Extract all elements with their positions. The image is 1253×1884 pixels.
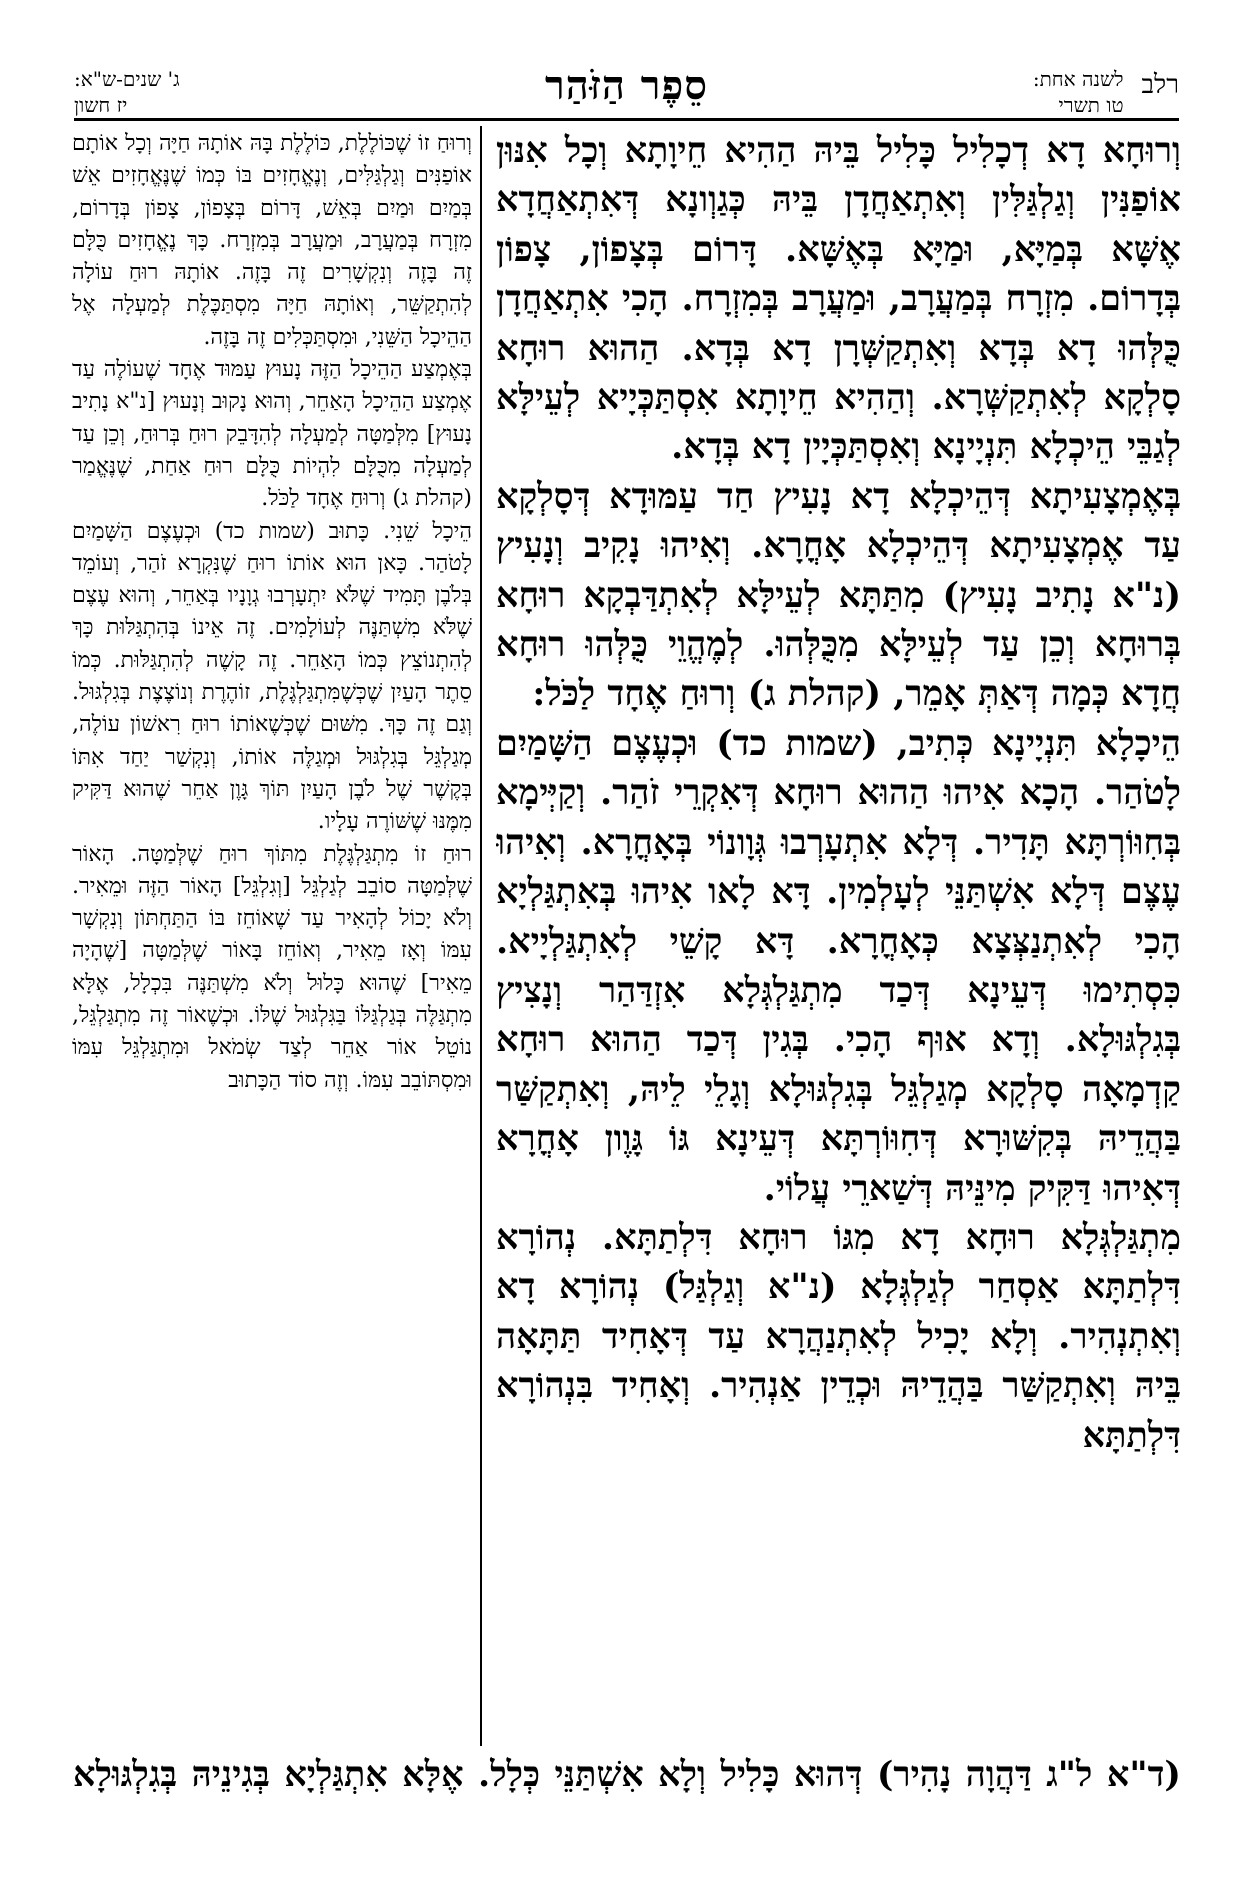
main-text-column (496, 126, 1181, 1746)
book-title: סֵפֶר הַזֹּהַר (545, 62, 708, 109)
header-right-schedule (1033, 66, 1124, 118)
bottom-continuation-line: (ד"א ל"ג דַּהֲוָה נָהִיר) דְּהוּא כָּלִיל וְלָא אִשְׁתַּנֵּי כְּלָל. אֶלָּא אִתְגַּלְיָא בְּגִינֵיהּ בְּגִלְגּוּלָא (73, 1754, 1181, 1795)
translation-column (72, 128, 472, 1746)
schedule-date-one-year: טו תשרי (1058, 93, 1124, 117)
main-paragraph: בְּאֶמְצָעִיתָא דְּהֵיכְלָא דָא נָעִיץ חַד עַמּוּדָא דְּסָלְקָא עַד אֶמְצָעִיתָא דְּהֵיכְלָא אָחֳרָא. וְאִיהוּ נָקִיב וְנָעִיץ (נ"א נָתִיב נָעִיץ) מִתַּתָּא לְעֵילָּא לְאִתְדַּבְקָא רוּחָא בְּרוּחָא וְכֵן עַד לְעֵילָּא מִכֻּלְּהוּ. לְמֶהֱוֵי כֻּלְּהוּ רוּחָא חֲדָא כְּמָה דְּאַתְּ אָמֵר, (קהלת ג) וְרוּחַ אֶחָד לַכֹּל: (496, 475, 1181, 715)
translation-paragraph: רוּחַ זוֹ מִתְגַּלְגֶּלֶת מִתּוֹךְ רוּחַ שֶׁלְּמַטָּה. הָאוֹר שֶׁלְּמַטָּה סוֹבֵב לְגַלְגֵּל [וְגִלְגֵּל] הָאוֹר הַזֶּה וּמֵאִיר. וְלֹא יָכוֹל לְהָאִיר עַד שֶׁאוֹחֵז בּוֹ הַתַּחְתּוֹן וְנִקְשָׁר עִמּוֹ וְאָז מֵאִיר, וְאוֹחֵז בָּאוֹר שֶׁלְּמַטָּה [שֶׁהָיָה מֵאִיר] שֶׁהוּא כָּלוּל וְלֹא מִשְׁתַּנֶּה בִּכְלָל, אֶלָּא מִתְגַּלֶּה בְּגַלְגַּלּוֹ בַּגִּלְגּוּל שֶׁלּוֹ. וּכְשֶׁאוֹר זֶה מִתְגַּלְגֵּל, נוֹטֵל אוֹר אַחֵר לְצַד שְׂמֹאל וּמִתְגַּלְגֵּל עִמּוֹ וּמִסְתּוֹבֵב עִמּוֹ. וְזֶה סוֹד הַכָּתוּב (72, 841, 472, 1093)
page-number: רלב (1141, 70, 1179, 100)
schedule-date-three-years: יז חשון (74, 93, 128, 117)
schedule-label-one-year: לשנה אחת: (1032, 67, 1124, 91)
translation-paragraph: הֵיכָל שֵׁנִי. כָּתוּב (שמות כד) וּכְעֶצֶם הַשָּׁמַיִם לָטֹהַר. כָּאן הוּא אוֹתוֹ רוּחַ שֶׁנִּקְרָא זֹהַר, וְעוֹמֵד בְּלֹבֶן תָּמִיד שֶׁלֹּא יִתְעָרְבוּ גְוָנָיו בְּאַחֵר, וְהוּא עֶצֶם שֶׁלֹּא מִשְׁתַּנֶּה לְעוֹלָמִים. זֶה אֵינוֹ בְּהִתְגַּלּוּת כָּךְ לְהִתְנוֹצֵץ כְּמוֹ הָאַחֵר. זֶה קָשֶׁה לְהִתְגַּלּוּת. כְּמוֹ סֵתֶר הָעַיִן שֶׁכְּשֶׁמִּתְגַּלְגֶּלֶת, זוֹהֶרֶת וְנוֹצֶצֶת בְּגִלְגּוּל. וְגַם זֶה כָּךְ. מִשּׁוּם שֶׁכְּשֶׁאוֹתוֹ רוּחַ רִאשׁוֹן עוֹלֶה, מְגַלְגֵּל בְּגִלְגּוּל וּמְגַלֶּה אוֹתוֹ, וְנִקְשַׁר יַחַד אִתּוֹ בְּקֶשֶׁר שֶׁל לֹבֶן הָעַיִן תּוֹךְ גָּוֶן אַחֵר שֶׁהוּא דַּקִּיק מִמֶּנּוּ שֶׁשּׁוֹרֶה עָלָיו. (72, 518, 472, 835)
header-left-schedule (74, 66, 180, 118)
main-paragraph: הֵיכָלָא תִּנְיָינָא כְּתִיב, (שמות כד) וּכְעֶצֶם הַשָּׁמַיִם לָטֹהַר. הָכָא אִיהוּ הַהוּא רוּחָא דְּאִקְרֵי זֹהַר. וְקַיְּימָא בְּחִוּוֹרְתָּא תָּדִיר. דְּלָא אִתְעָרְבוּ גְּוָונוֹי בְּאָחֳרָא. וְאִיהוּ עֶצֶם דְּלָא אִשְׁתַּנֵּי לְעָלְמִין. דָּא לָאו אִיהוּ בְּאִתְגַּלְיָא הָכִי לְאִתְנַצְּצָא כְּאָחֳרָא. דָּא קָשֵׁי לְאִתְגַּלְיָיא. כִּסְתִימוּ דְּעֵינָא דְּכַד מִתְגַּלְגְּלָא אִזְדַּהַר וְנָצִיץ בְּגִלְגּוּלָא. וְדָא אוּף הָכִי. בְּגִין דְּכַד הַהוּא רוּחָא קַדְמָאָה סָלְקָא מְגַלְגֵּל בְּגִלְגּוּלָא וְגָלֵי לֵיהּ, וְאִתְקַשַּׁר בַּהֲדֵיהּ בְּקִשּׁוּרָא דְּחִוּוֹרְתָּא דְּעֵינָא גּוֹ גָּוֶון אָחֳרָא דְּאִיהוּ דַּקִּיק מִינֵּיהּ דְּשַׁארֵי עֲלוֹי. (496, 722, 1181, 1209)
translation-paragraph: וְרוּחַ זוֹ שֶׁכּוֹלֶלֶת, כּוֹלֶלֶת בָּהּ אוֹתָהּ חַיָּה וְכָל אוֹתָם אוֹפַנִּים וְגַלְגַּלִּים, וְנֶאֱחָזִים בּוֹ כְּמוֹ שֶׁנֶּאֱחָזִים אֵשׁ בְּמַיִם וּמַיִם בְּאֵשׁ, דָּרוֹם בְּצָפוֹן, צָפוֹן בְּדָרוֹם, מִזְרָח בְּמַעֲרָב, וּמַעֲרָב בְּמִזְרָח. כָּךְ נֶאֱחָזִים כֻּלָּם זֶה בָּזֶה וְנִקְשָׁרִים זֶה בָּזֶה. אוֹתָהּ רוּחַ עוֹלָה לְהִתְקַשֵּׁר, וְאוֹתָהּ חַיָּה מִסְתַּכֶּלֶת לְמַעְלָה אֶל הַהֵיכָל הַשֵּׁנִי, וּמִסְתַּכְּלִים זֶה בָּזֶה. (72, 131, 472, 350)
translation-paragraph: בְּאֶמְצַע הַהֵיכָל הַזֶּה נָעוּץ עַמּוּד אֶחָד שֶׁעוֹלֶה עַד אֶמְצַע הַהֵיכָל הָאַחֵר, וְהוּא נָקוּב וְנָעוּץ [נ"א נָתִיב נָעוּץ] מִלְּמַטָּה לְמַעְלָה לְהִדָּבֵק רוּחַ בְּרוּחַ, וְכֵן עַד לְמַעְלָה מִכֻּלָּם לִהְיוֹת כֻּלָּם רוּחַ אַחַת, שֶׁנֶּאֱמַר (קהלת ג) וְרוּחַ אֶחָד לַכֹּל. (72, 357, 472, 512)
header-right (1033, 66, 1179, 118)
page-header (74, 62, 1179, 117)
header-rule (74, 118, 1179, 121)
schedule-label-three-years: ג' שנים-ש"א: (74, 67, 180, 91)
column-divider (480, 126, 482, 1746)
main-paragraph: וְרוּחָא דָא דְכָלִיל כָּלִיל בֵּיהּ הַהִיא חֵיוָתָא וְכָל אִנּוּן אוֹפַנִּין וְגַלְגַּלִּין וְאִתְאַחֲדָן בֵּיהּ כְּגַוְונָא דְּאִתְאַחֲדָא אֶשָּׁא בְּמַיָּא, וּמַיָּא בְּאֶשָּׁא. דָּרוֹם בְּצָפוֹן, צָפוֹן בְּדָרוֹם. מִזְרָח בְּמַעֲרָב, וּמַעֲרָב בְּמִזְרָח. הָכִי אִתְאַחֲדָן כֻּלְּהוּ דָא בְּדָא וְאִתְקַשְּׁרָן דָא בְּדָא. הַהוּא רוּחָא סָלְקָא לְאִתְקַשְּׁרָא. וְהַהִיא חֵיוָתָא אִסְתַּכְּיָיא לְעֵילָּא לְגַבֵּי הֵיכְלָא תִּנְיָינָא וְאִסְתַּכְּיָין דָא בְּדָא. (496, 130, 1181, 468)
main-paragraph: מִתְגַּלְגְּלָא רוּחָא דָא מִגּוֹ רוּחָא דִּלְתַתָּא. נְהוֹרָא דִּלְתַתָּא אַסְחַר לְגַלְגְּלָא (נ"א וְגַלְגַּל) נְהוֹרָא דָא וְאִתְנְהִיר. וְלָא יָכִיל לְאִתְנַהֲרָא עַד דְּאָחִיד תַּתָּאָה בֵּיהּ וְאִתְקַשַּׁר בַּהֲדֵיהּ וּכְדֵין אַנְהִיר. וְאָחִיד בִּנְהוֹרָא דִּלְתַתָּא (496, 1216, 1181, 1456)
